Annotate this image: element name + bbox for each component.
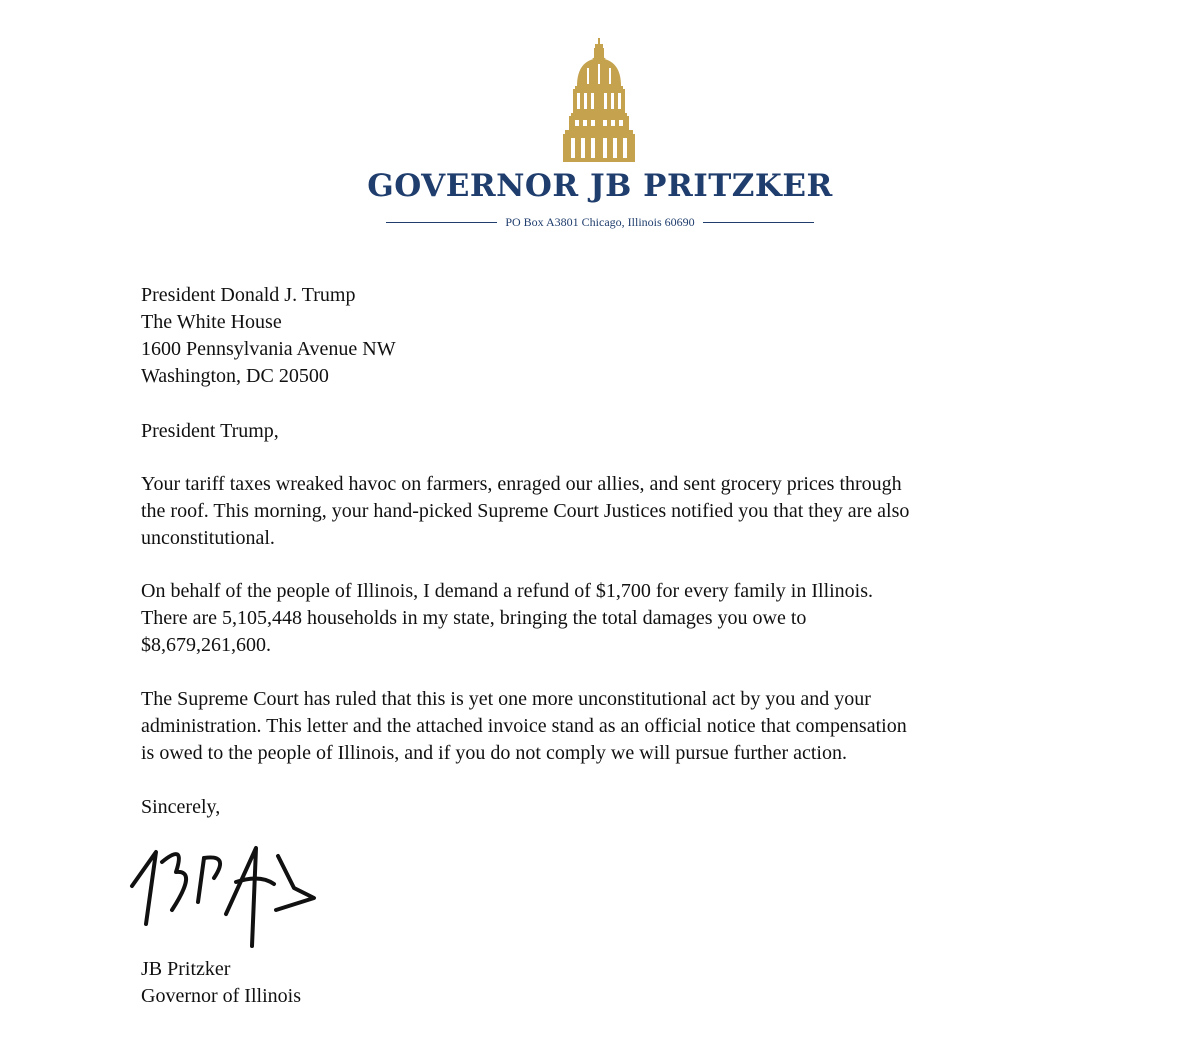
recipient-city: Washington, DC 20500 (141, 365, 329, 387)
signer-title: Governor of Illinois (141, 985, 301, 1007)
letterhead-name: GOVERNOR JB PRITZKER (367, 168, 833, 204)
paragraph-3-line-3: is owed to the people of Illinois, and if you do not comply we will pursue further action. (141, 742, 847, 764)
capitol-dome-icon (561, 38, 637, 162)
paragraph-3-line-2: administration. This letter and the attached invoice stand as an official notice that compensation (141, 715, 907, 737)
divider-left (386, 222, 497, 223)
paragraph-1-line-2: the roof. This morning, your hand-picked Supreme Court Justices notified you that they are also (141, 500, 910, 522)
salutation: President Trump, (141, 420, 279, 442)
paragraph-3-line-1: The Supreme Court has ruled that this is yet one more unconstitutional act by you and your (141, 688, 871, 710)
recipient-street: 1600 Pennsylvania Avenue NW (141, 338, 396, 360)
letterhead-address-bar (386, 214, 814, 230)
divider-right (703, 222, 814, 223)
paragraph-1-line-3: unconstitutional. (141, 527, 275, 549)
signer-name: JB Pritzker (141, 958, 231, 980)
paragraph-1-line-1: Your tariff taxes wreaked havoc on farmers, enraged our allies, and sent grocery prices through (141, 473, 902, 495)
paragraph-2-line-3: $8,679,261,600. (141, 634, 271, 656)
recipient-office: The White House (141, 311, 282, 333)
signature-image (128, 826, 328, 948)
paragraph-2-line-2: There are 5,105,448 households in my state, bringing the total damages you owe to (141, 607, 807, 629)
letterhead-address: PO Box A3801 Chicago, Illinois 60690 (505, 214, 695, 229)
recipient-name: President Donald J. Trump (141, 284, 356, 306)
closing: Sincerely, (141, 796, 221, 818)
paragraph-2-line-1: On behalf of the people of Illinois, I demand a refund of $1,700 for every family in Illinois. (141, 580, 874, 602)
